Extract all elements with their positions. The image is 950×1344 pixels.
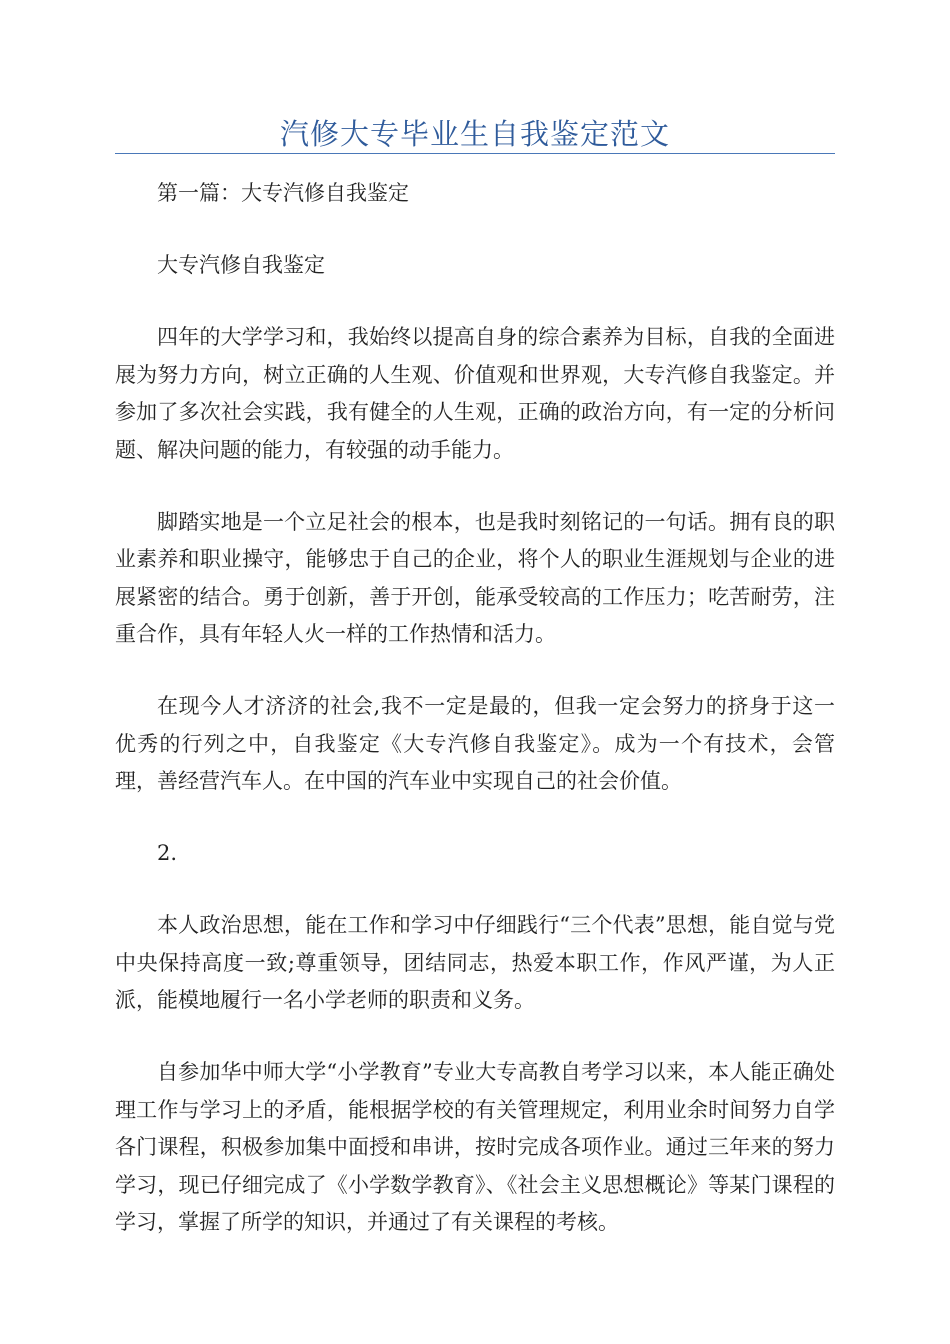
section-subheading: 大专汽修自我鉴定	[157, 253, 325, 277]
section-heading: 第一篇：大专汽修自我鉴定	[157, 181, 409, 205]
body-paragraph: 自参加华中师大学“小学教育”专业大专高教自考学习以来，本人能正确处理工作与学习上的矛盾，能根据学校的有关管理规定，利用业余时间努力自学各门课程，积极参加集中面授和串讲，按时完成各项作业。通过三年来的努力学习，现已仔细完成了《小学数学教育》、《社会主义思想概论》等某门课程的学习，掌握了所学的知识，并通过了有关课程的考核。	[115, 1060, 835, 1234]
body-paragraph: 本人政治思想，能在工作和学习中仔细践行“三个代表”思想，能自觉与党中央保持高度一致;尊重领导，团结同志，热爱本职工作，作风严谨，为人正派，能模地履行一名小学老师的职责和义务。	[115, 913, 835, 1012]
body-paragraph: 脚踏实地是一个立足社会的根本，也是我时刻铭记的一句话。拥有良的职业素养和职业操守，能够忠于自己的企业，将个人的职业生涯规划与企业的进展紧密的结合。勇于创新，善于开创，能承受较高的工作压力；吃苦耐劳，注重合作，具有年轻人火一样的工作热情和活力。	[115, 509, 835, 646]
document-title: 汽修大专毕业生自我鉴定范文	[279, 117, 670, 151]
document-body	[115, 175, 835, 1242]
section-number: 2.	[157, 841, 178, 865]
title-underline	[115, 153, 835, 154]
body-paragraph: 在现今人才济济的社会,我不一定是最的，但我一定会努力的挤身于这一优秀的行列之中，自我鉴定《大专汽修自我鉴定》。成为一个有技术，会管理，善经营汽车人。在中国的汽车业中实现自己的社会价值。	[115, 694, 835, 793]
body-paragraph: 四年的大学学习和，我始终以提高自身的综合素养为目标，自我的全面进展为努力方向，树立正确的人生观、价值观和世界观，大专汽修自我鉴定。并参加了多次社会实践，我有健全的人生观，正确的政治方向，有一定的分析问题、解决问题的能力，有较强的动手能力。	[115, 325, 835, 462]
